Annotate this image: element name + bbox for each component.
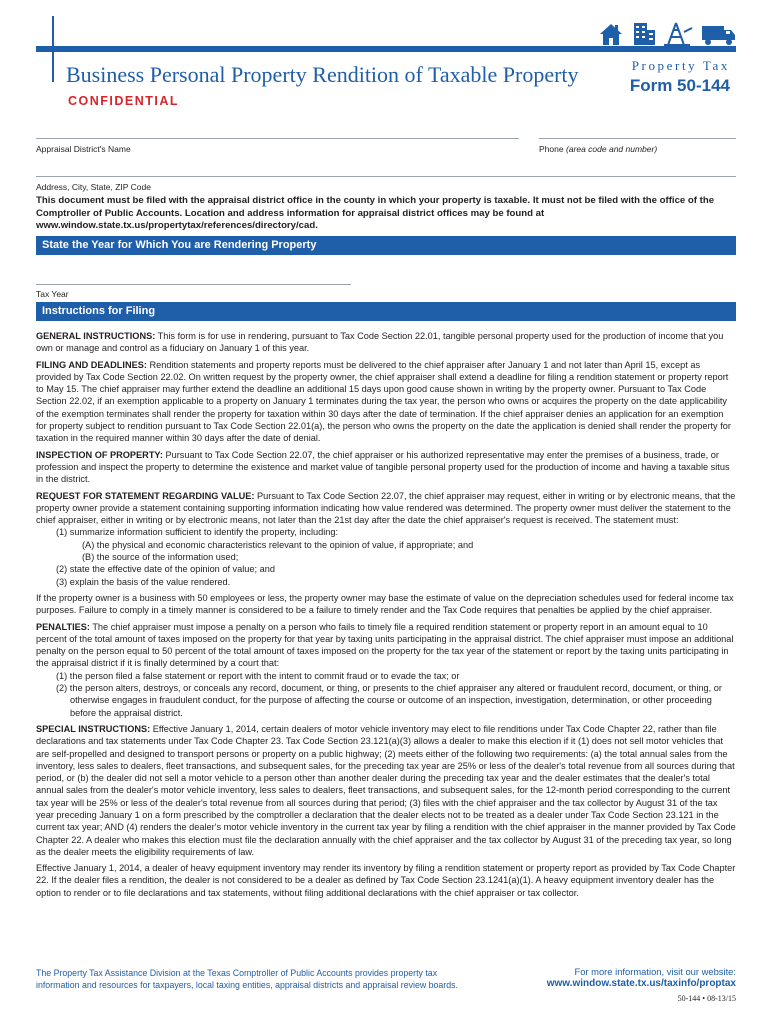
oil-derrick-icon (664, 23, 692, 45)
list-item: (2) state the effective date of the opinion of value; and (56, 564, 275, 575)
instructions-section-heading: Instructions for Filing (36, 302, 736, 321)
phone-hint: (area code and number) (565, 144, 658, 154)
tax-year-field[interactable] (36, 284, 351, 285)
special-instructions: SPECIAL INSTRUCTIONS: Effective January 1, 2014, certain dealers of motor vehicle inventory may elect to file renditions under Tax Code Chapter 22, rather than file declarations and tax statements under Tax Code Chapter 23. Tax Code Section 23.121(a)(3) allows a dealer to make this election if it (1) does not sell motor vehicles that are self-propelled and designed to transport persons or property on a public highway; (2) meets either of the following two requirements: (a) the total annual sales from the inventory, less sales to dealers, fleet transactions, and subsequent sales, for the preceding tax year are 25% or less of the dealer's total revenue from all sources during that period, or (b) the dealer did not sell a motor vehicle to a person other than another dealer during the preceding tax year and the dealer estimates that the dealer's total annual sales from the dealer's motor vehicle inventory, less sales to dealers, fleet transactions, and subsequent sales, for the 12-month period corresponding to the current tax year will be 25% or less of the dealer's total revenue from all sources during that period; (3) files with the chief appraiser and the tax collector by August 31 of the tax year preceding January 1 on a form prescribed by the comptroller a declaration that the dealer elects not to be treated as a dealer under Tax Code Section 23.121 in the current tax year; AND (4) renders the dealer's motor vehicle inventory in the current tax year by filing a rendition with the chief appraiser in the manner provided by Tax Code Chapter 22. A dealer who makes this election must file the declaration annually with the chief appraiser and the tax collector by August 31 of the preceding tax year, so long as the dealer meets the eligibility requirements of law. (36, 723, 736, 857)
appraisal-district-name-field[interactable] (36, 138, 519, 139)
penalties: PENALTIES: The chief appraiser must impose a penalty on a person who fails to timely file a required rendition statement or property report in an amount equal to 10 percent of the total amount of taxes imposed on the property for that year by taxing units participating in the appraisal district. The chief appraiser must impose an additional penalty on the person equal to 50 percent of the total amount of taxes imposed on the property for the tax year of the statement or report by the taxing units participating in the appraisal district if it is finally determined by a court that: (36, 621, 734, 669)
footer-more-info: For more information, visit our website: (574, 966, 736, 977)
heavy-equipment-note: Effective January 1, 2014, a dealer of heavy equipment inventory may render its inventory by filing a rendition statement or property report as provided by Tax Code Chapter 22. If the dealer files a rendition, the dealer is not considered to be a dealer as defined by Tax Code Section 23.1241(a)(1). A heavy equipment inventory dealer has the option to render or to file declarations and tax statements, without filing additional declarations with the chief appraiser or tax collector. (36, 863, 736, 898)
instructions-body (36, 330, 736, 903)
address-field[interactable] (36, 176, 736, 177)
general-instructions: GENERAL INSTRUCTIONS: This form is for use in rendering, pursuant to Tax Code Section 22.01, tangible personal property used for the production of income that you own or manage and control as a fiduciary on January 1 of this year. (36, 331, 724, 354)
phone-field[interactable] (539, 138, 736, 139)
appraisal-district-name-label: Appraisal District's Name (36, 144, 131, 154)
filing-notice: This document must be filed with the appraisal district office in the county in which your property is taxable. It must not be filed with the office of the Comptroller of Public Accounts. Location and address information for appraisal district offices may be found at www.window.state.tx.us/propertytax/references/directory/cad. (36, 195, 715, 232)
truck-icon (702, 26, 735, 45)
phone-label: Phone (area code and number) (539, 144, 658, 154)
form-number: Form 50-144 (629, 76, 730, 95)
inspection-of-property: INSPECTION OF PROPERTY: Pursuant to Tax Code Section 22.07, the chief appraiser or his authorized representative may enter the premises of a business, trade, or profession and inspect the property to determine the existence and market value of tangible personal property used for the production of income and having a taxable situs in the district. (36, 449, 730, 485)
confidential-label: CONFIDENTIAL (68, 94, 180, 108)
list-item: (1) summarize information sufficient to identify the property, including: (56, 527, 339, 538)
filing-deadlines: FILING AND DEADLINES: Rendition statements and property reports must be delivered to the chief appraiser after January 1 and not later than April 15, except as provided by Tax Code Section 22.02. On written request by the property owner, the chief appraiser shall extend a deadline for filing a rendition statement or property report to May 15. The chief appraiser may further extend the deadline an additional 15 days upon good cause shown in writing by the property owner. Pursuant to Tax Code Section 22.02, if an exemption applicable to a property on January 1 terminates during the tax year, the person who owns or acquires the property on the date applicability of the exemption terminates shall render the property for taxation within 30 days after the date of termination. If the chief appraiser denies an application for an exemption for property subject to rendition pursuant to Tax Code Section 22.01(a), the person who owns the property on the date the application is denied shall render the property for taxation in the required manner within 30 days after the date of denial. (36, 359, 731, 444)
footer-website-link[interactable]: www.window.state.tx.us/taxinfo/proptax (546, 978, 736, 989)
address-label: Address, City, State, ZIP Code (36, 182, 151, 192)
footer-assistance (36, 967, 506, 991)
form-series: Property Tax (631, 58, 730, 73)
house-icon (600, 24, 622, 45)
list-item: (B) the source of the information used; (82, 552, 239, 563)
list-item: (2) the person alters, destroys, or conceals any record, document, or thing, or presents to the chief appraiser any altered or fraudulent record, document, or thing, or otherwise engages in fraudulent conduct, for the purpose of affecting the course or outcome of an inspection, investigation, determination, or other proceeding before the appraisal district. (56, 683, 722, 718)
small-business-note: If the property owner is a business with 50 employees or less, the property owner may base the estimate of value on the depreciation schedules used for federal income tax purposes. Failure to comply in a timely manner is considered to be a failure to timely render and the Tax Code requires that penalties be applied by the chief appraiser. (36, 592, 734, 616)
property-icons (598, 20, 738, 48)
footer-form-code: 50-144 • 08-13/15 (677, 994, 736, 1003)
tax-year-label: Tax Year (36, 289, 69, 299)
office-building-icon (634, 23, 655, 45)
list-item: (3) explain the basis of the value rendered. (56, 576, 231, 587)
footer-assistance-line: information and resources for taxpayers, local taxing entities, appraisal districts and appraisal review boards. (36, 980, 458, 990)
footer-assistance-line: The Property Tax Assistance Division at the Texas Comptroller of Public Accounts provides property tax (36, 968, 438, 978)
form-title: Business Personal Property Rendition of Taxable Property (66, 62, 579, 87)
list-item: (1) the person filed a false statement or report with the intent to commit fraud or to evade the tax; or (56, 670, 460, 681)
request-for-statement: REQUEST FOR STATEMENT REGARDING VALUE: Pursuant to Tax Code Section 22.07, the chief appraiser may request, either in writing or by electronic means, that the property owner provide a statement containing supporting information indicating how value rendered was determined. The property owner must deliver the statement to the chief appraiser, either in writing or by electronic means, not later than the 21st day after the date the chief appraiser's request is received. The statement must: (36, 490, 736, 526)
year-section-heading: State the Year for Which You are Rendering Property (36, 236, 736, 255)
list-item: (A) the physical and economic characteristics relevant to the opinion of value, if appropriate; and (82, 539, 474, 550)
